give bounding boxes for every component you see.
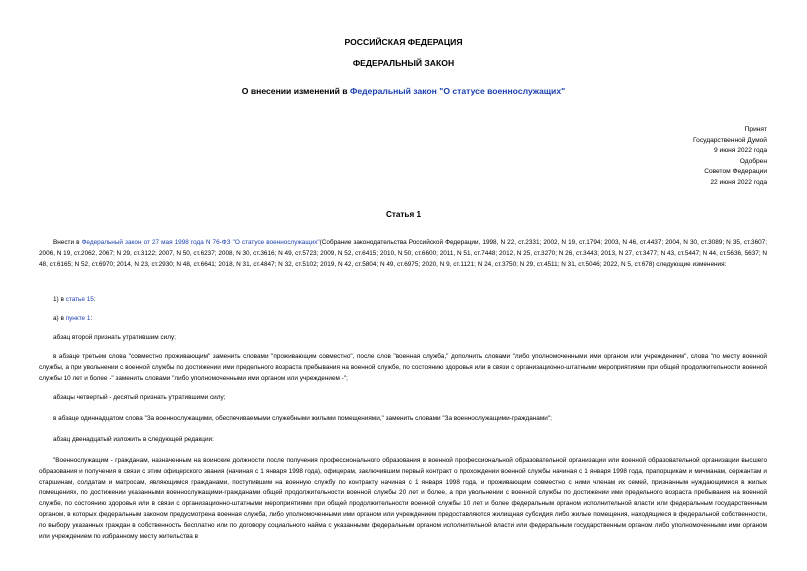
paragraph-twelfth	[39, 435, 767, 446]
law-title-link[interactable]: Федеральный закон "О статусе военнослужащих"	[349, 86, 566, 96]
paragraph-second	[39, 333, 767, 344]
item-1-prefix: 1) в	[53, 296, 66, 303]
intro-rest: (Собрание законодательства Российской Федерации, 1998, N 22, ст.2331; 2002, N 19, ст.1794; 2003, N 46, ст.4437; 2004, N 30, ст.3089; N 35, ст.3607; 2006, N 19, ст.2062, 2067; N 29, ст.3122; 2007, N 50, ст.6237; 2008, N 30, ст.3616; N 49, ст.5723; 2009, N 52, ст.6415; 2010, N 50, ст.6600; 2011, N 51, ст.7448; 2012, N 25, ст.3270; N 26, ст.3443; 2013, N 27, ст.3477; N 43, ст.5447; N 44, ст.5636, 5637; N 48, ст.6165; N 52, ст.6970; 2014, N 23, ст.2930; N 48, ст.6641; 2018, N 31, ст.4847; N 32, ст.5102; 2019, N 42, ст.5804; N 49, ст.6975; 2020, N 9, ст.1121; N 24, ст.3750; N 29, ст.4511; N 31, ст.5046; 2022, N 5, ст.678) следующие изменения:	[39, 239, 768, 268]
law-link[interactable]: Федеральный закон от 27 мая 1998 года N 76-ФЗ "О статусе военнослужащих"	[81, 239, 320, 246]
council-label: Советом Федерации	[704, 168, 767, 176]
paragraph-third	[39, 352, 767, 384]
law-title	[0, 86, 807, 96]
subitem-a-prefix: а) в	[53, 315, 66, 322]
paragraph-second-text: абзац второй признать утратившим силу;	[53, 334, 176, 341]
clause-1-link[interactable]: пункте 1	[65, 315, 91, 322]
quoted-paragraph	[39, 456, 767, 542]
paragraph-third-text: в абзаце третьем слова "совместно проживающим" заменить словами "проживающим совместно", после слов "военная служба," дополнить словами "либо уполномоченными ими органом или учреждением", слова "по месту военной службы, а при увольнении с военной службы по достижении ими предельного возраста пребывания на военной службе, по состоянию здоровья или в связи с организационно-штатными мероприятиями при общей продолжительности военной службы 10 лет и более -" заменить словами "либо уполномоченными ими органом или учреждением -";	[39, 353, 767, 382]
article-heading: Статья 1	[385, 210, 422, 219]
paragraph-fourth	[39, 393, 767, 404]
duma-label: Государственной Думой	[693, 136, 767, 144]
subitem-a	[39, 314, 767, 325]
subitem-a-suffix: :	[90, 315, 93, 322]
quoted-paragraph-text: "Военнослужащим - гражданам, назначенным на воинские должности после получения профессионального образования в военной профессиональной образовательной организации или военной образовательной организации высшего образования и получения в связи с этим офицерского звания (начиная с 1 января 1998 года), офицерам, заключившим первый контракт о прохождении военной службы начиная с 1 января 1998 года, прапорщикам и мичманам, сержантам и старшинам, солдатам и матросам, являющимся гражданами, поступившим на военную службу по контракту начиная с 1 января 1998 года, и проживающим совместно с ними членам их семей, признанным нуждающимися в жилых помещениях, по достижении указанными военнослужащими-гражданами общей продолжительности военной службы 20 лет и более, а при увольнении с военной службы по достижении ими предельного возраста пребывания на военной службе, по состоянию здоровья или в связи с организационно-штатными мероприятиями при общей продолжительности военной службы 10 лет и более федеральным органом исполнительной власти или федеральным государственным органом, в которых федеральным законом предусмотрена военная служба, либо уполномоченными ими органом или учреждением предоставляются жилищная субсидия либо жилые помещения, находящиеся в федеральной собственности, по выбору указанных граждан в собственность бесплатно или по договору социального найма с указанными федеральным органом исполнительной власти или федеральным государственным органом либо уполномоченными ими органом или учреждением по избранному месту жительства в	[39, 457, 767, 540]
council-date: 22 июня 2022 года	[710, 178, 767, 186]
paragraph-eleventh	[39, 414, 767, 425]
federation-heading: РОССИЙСКАЯ ФЕДЕРАЦИЯ	[344, 37, 463, 47]
article-15-link[interactable]: статье 15	[65, 296, 94, 303]
item-1-suffix: :	[93, 296, 96, 303]
law-title-prefix: О внесении изменений в	[241, 86, 350, 96]
item-1	[39, 295, 767, 306]
intro-paragraph	[39, 238, 767, 270]
intro-prefix: Внести в	[53, 239, 82, 246]
adoption-block	[547, 125, 767, 189]
paragraph-fourth-text: абзацы четвертый - десятый признать утратившими силу;	[53, 394, 226, 401]
duma-date: 9 июня 2022 года	[714, 147, 767, 155]
accepted-label: Принят	[744, 126, 767, 133]
paragraph-twelfth-text: абзац двенадцатый изложить в следующей редакции:	[53, 436, 214, 443]
law-type-heading: ФЕДЕРАЛЬНЫЙ ЗАКОН	[352, 58, 455, 68]
paragraph-eleventh-text: в абзаце одиннадцатом слова "За военнослужащими, обеспечиваемыми служебными жилыми помещениями," заменить словами "За военнослужащими-гражданами";	[53, 415, 552, 422]
approved-label: Одобрен	[739, 157, 767, 165]
